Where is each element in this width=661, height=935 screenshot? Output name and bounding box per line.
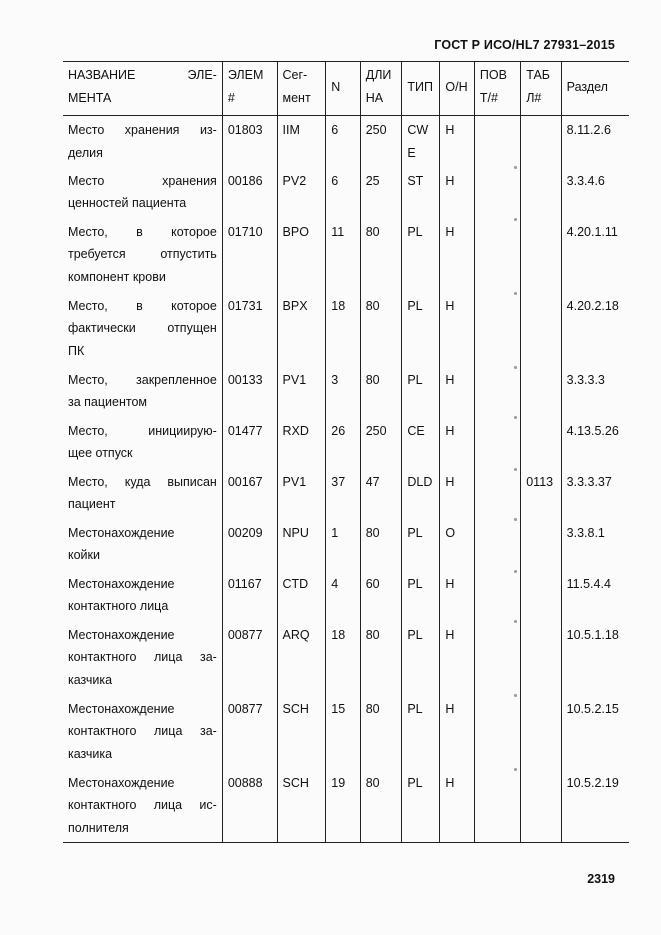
col-header-name: НАЗВАНИЕ ЭЛЕ- МЕНТА [63,62,222,116]
cell-section: 3.3.3.37 [566,474,612,489]
cell-section: 4.20.2.18 [566,298,619,313]
col-header-segment: Сег- мент [277,62,326,116]
cell-type: PL [402,621,440,695]
cell-repeat [474,218,520,292]
cell-opt: Н [440,695,474,769]
cell-elem: 01167 [222,570,277,621]
cell-name: Местонахождение контактного лица [63,570,222,621]
cell-section: 3.3.8.1 [566,525,605,540]
cell-length: 80 [360,769,402,843]
cell-elem: 00888 [222,769,277,843]
table-row [63,417,629,468]
cell-type: CE [402,417,440,468]
col-header-elem: ЭЛЕМ # [222,62,277,116]
cell-length: 47 [360,468,402,519]
cell-elem: 00186 [222,167,277,218]
cell-n: 19 [326,769,360,843]
cell-n: 26 [326,417,360,468]
cell-elem: 00877 [222,621,277,695]
cell-length: 80 [360,519,402,570]
cell-table [521,417,561,468]
cell-length: 60 [360,570,402,621]
scan-speck [514,468,517,471]
cell-n: 4 [326,570,360,621]
cell-segment: BPO [277,218,326,292]
cell-opt: Н [440,621,474,695]
cell-name: Местонахождение контактного лица за- казчика [63,695,222,769]
cell-n: 6 [326,167,360,218]
cell-name: Место хранения ценностей пациента [63,167,222,218]
cell-type: PL [402,292,440,366]
cell-table [521,570,561,621]
cell-repeat [474,519,520,570]
cell-type: PL [402,519,440,570]
table-row [63,468,629,519]
cell-elem: 00133 [222,366,277,417]
cell-repeat [474,769,520,843]
col-header-length: ДЛИ НА [360,62,402,116]
cell-opt: Н [440,116,474,167]
cell-section: 4.20.1.11 [566,224,618,239]
cell-section: 8.11.2.6 [566,123,611,137]
cell-section: 10.5.1.18 [566,627,619,642]
page-number: 2319 [587,872,615,886]
cell-table [521,695,561,769]
cell-table [521,116,561,167]
col-header-n: N [326,62,360,116]
table-row [63,167,629,218]
cell-type: PL [402,769,440,843]
cell-length: 80 [360,621,402,695]
cell-name: Место, в которое фактически отпущен ПК [63,292,222,366]
cell-elem: 01803 [222,116,277,167]
cell-segment: BPX [277,292,326,366]
scan-speck [514,518,517,521]
cell-type: PL [402,366,440,417]
cell-n: 11 [326,218,360,292]
cell-opt: Н [440,417,474,468]
table-row [63,366,629,417]
cell-elem: 00167 [222,468,277,519]
cell-type: PL [402,570,440,621]
cell-elem: 00209 [222,519,277,570]
cell-elem: 00877 [222,695,277,769]
cell-repeat [474,695,520,769]
cell-segment: RXD [277,417,326,468]
cell-repeat [474,417,520,468]
table-row [63,519,629,570]
cell-segment: CTD [277,570,326,621]
cell-segment: IIM [277,116,326,167]
cell-segment: SCH [277,695,326,769]
cell-opt: Н [440,769,474,843]
col-header-opt: О/Н [440,62,474,116]
cell-type: PL [402,218,440,292]
cell-opt: Н [440,366,474,417]
scan-speck [514,768,517,771]
cell-length: 25 [360,167,402,218]
scan-speck [514,570,517,573]
cell-type: DLD [402,468,440,519]
scan-speck [514,166,517,169]
cell-repeat [474,621,520,695]
cell-section: 4.13.5.26 [566,423,619,438]
data-elements-table [63,61,629,843]
cell-opt: Н [440,218,474,292]
scan-speck [514,292,517,295]
cell-type: ST [402,167,440,218]
cell-elem: 01477 [222,417,277,468]
cell-n: 6 [326,116,360,167]
table-row [63,621,629,695]
cell-segment: SCH [277,769,326,843]
cell-opt: Н [440,570,474,621]
cell-opt: Н [440,167,474,218]
cell-table [521,366,561,417]
table-row [63,292,629,366]
cell-section: 3.3.4.6 [566,173,605,188]
cell-n: 3 [326,366,360,417]
cell-elem: 01731 [222,292,277,366]
cell-repeat [474,116,520,167]
col-header-type: ТИП [402,62,440,116]
cell-opt: Н [440,468,474,519]
cell-length: 80 [360,292,402,366]
cell-name: Местонахождение контактного лица за- казчика [63,621,222,695]
cell-name: Место, закрепленное за пациентом [63,366,222,417]
scan-speck [514,218,517,221]
scan-speck [514,416,517,419]
cell-section: 3.3.3.3 [566,372,605,387]
cell-table [521,292,561,366]
cell-table [521,167,561,218]
cell-segment: PV1 [277,366,326,417]
scan-speck [514,366,517,369]
cell-segment: ARQ [277,621,326,695]
cell-table [521,519,561,570]
table-row [63,116,629,167]
table-row [63,218,629,292]
cell-length: 250 [360,417,402,468]
cell-repeat [474,167,520,218]
cell-segment: NPU [277,519,326,570]
scan-speck [514,694,517,697]
cell-table: 0113 [521,468,561,519]
cell-length: 250 [360,116,402,167]
cell-name: Местонахождение койки [63,519,222,570]
table-row [63,695,629,769]
cell-n: 18 [326,292,360,366]
cell-elem: 01710 [222,218,277,292]
cell-section: 10.5.2.19 [566,775,619,790]
cell-table [521,621,561,695]
cell-repeat [474,366,520,417]
table-row [63,570,629,621]
cell-length: 80 [360,366,402,417]
cell-type: CW E [402,116,440,167]
cell-repeat [474,570,520,621]
document-header: ГОСТ Р ИСО/HL7 27931–2015 [434,38,615,52]
cell-segment: PV2 [277,167,326,218]
cell-repeat [474,468,520,519]
cell-name: Место, в которое требуется отпустить компонент крови [63,218,222,292]
cell-section: 11.5.4.4 [566,576,611,591]
cell-n: 1 [326,519,360,570]
cell-table [521,769,561,843]
cell-segment: PV1 [277,468,326,519]
cell-length: 80 [360,695,402,769]
col-header-repeat: ПОВ Т/# [474,62,520,116]
cell-n: 37 [326,468,360,519]
table-header-row [63,62,629,116]
cell-length: 80 [360,218,402,292]
cell-n: 15 [326,695,360,769]
table-row [63,769,629,843]
col-header-table: ТАБ Л# [521,62,561,116]
cell-repeat [474,292,520,366]
cell-name: Место, инициирую- щее отпуск [63,417,222,468]
cell-type: PL [402,695,440,769]
scan-speck [514,620,517,623]
cell-opt: О [440,519,474,570]
cell-n: 18 [326,621,360,695]
cell-name: Место, куда выписан пациент [63,468,222,519]
cell-opt: Н [440,292,474,366]
cell-name: Место хранения из- делия [63,116,222,167]
col-header-section: Раздел [561,62,629,116]
cell-name: Местонахождение контактного лица ис- полнителя [63,769,222,843]
cell-section: 10.5.2.15 [566,701,619,716]
cell-table [521,218,561,292]
